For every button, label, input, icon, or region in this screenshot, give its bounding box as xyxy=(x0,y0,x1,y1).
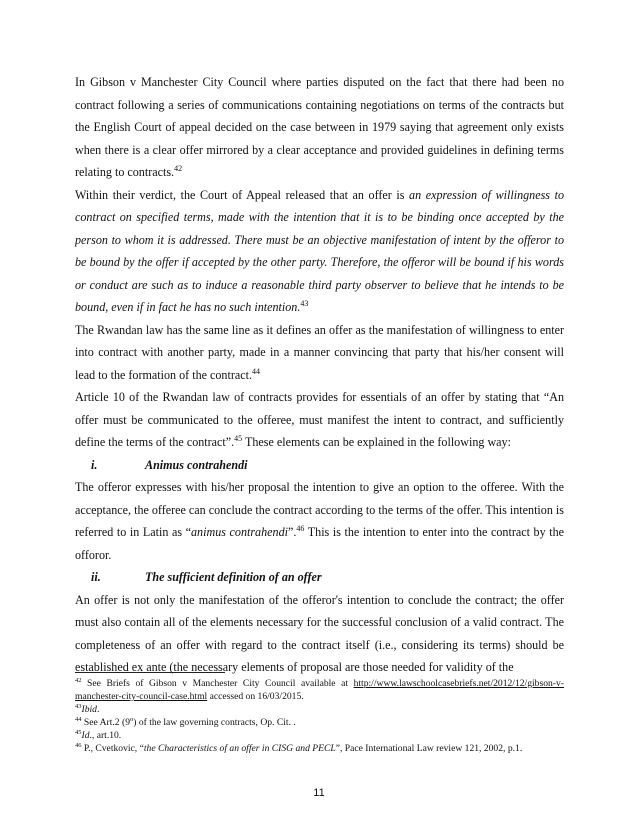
paragraph-gibson: In Gibson v Manchester City Council where parties disputed on the fact that there had been no contract following a series of communications containing negotiations on terms of the contracts but the English Court of appeal decided on the case between in 1979 saying that agreement only exists when there is a clear offer mirrored by a clear acceptance and provided guidelines in defining terms relating to contracts.$^{42}$ xyxy=(75,75,564,179)
section-heading-animus xyxy=(75,454,564,477)
heading-number: ii. xyxy=(91,570,101,584)
page-number: 11 xyxy=(313,787,325,799)
heading-title: The sufficient definition of an offer xyxy=(145,570,322,584)
paragraph-animus-contrahendi: The offeror expresses with his/her proposal the intention to give an option to the offeree. With the acceptance, the offeree can conclude the contract according to the terms of the offer. This intention is referred to in Latin as “animus contrahendi”.$^{46}$ This is the intention to enter into the contract by the offoror. xyxy=(75,480,564,562)
paragraph-article-10: Article 10 of the Rwandan law of contracts provides for essentials of an offer by stating that “An offer must be communicated to the offeree, must manifest the intent to contract, and sufficiently define the terms of the contract”.$^{45}$ These elements can be explained in the following way: xyxy=(75,390,564,449)
heading-title: Animus contrahendi xyxy=(145,457,248,472)
footnote-ref-42[interactable]: 42 xyxy=(174,163,183,173)
footnote-divider xyxy=(75,672,225,673)
footnote-ref-43[interactable]: 43 xyxy=(300,298,309,308)
footnote-ref-44[interactable]: 44 xyxy=(251,366,260,376)
paragraph-rwandan-law: The Rwandan law has the same line as it defines an offer as the manifestation of willingness to enter into contract with another party, made in a manner convincing that party that his/her consent will lead to the formation of the contract.$^{44}$ xyxy=(75,322,564,382)
body-text xyxy=(75,71,564,679)
paragraph-sufficient-definition: An offer is not only the manifestation of the offeror's intention to conclude the contract; the offer must also contain all of the elements necessary for the successful conclusion of a valid contract. The completeness of an offer with regard to the contract itself (i.e., considering its terms) should be established ex ante (the necessary elements of proposal are those needed for validity of the xyxy=(75,592,564,674)
footnote-46: $^{46}$ P., Cvetkovic, “the Characteristics of an offer in CISG and PECL”, Pace International Law review 121, 2002, p.1. xyxy=(75,741,523,754)
footnote-42: $^{42}$ See Briefs of Gibson v Manchester City Council available at http://www.lawschoolcasebriefs.net/2012/12/gibson-v-manchester-city-council-case.html accessed on 16/03/2015. xyxy=(75,676,564,702)
paragraph-court-of-appeal: Within their verdict, the Court of Appeal released that an offer is an expression of willingness to contract on specified terms, made with the intention that it is to be binding once accepted by the person to whom it is addressed. There must be an objective manifestation of intent by the offeror to be bound by the offer if accepted by the other party. Therefore, the offeror will be bound if his words or conduct are such as to induce a reasonable third party observer to believe that he intends to be bound, even if in fact he has no such intention.$^{43}$ xyxy=(75,187,564,314)
footnote-43: $^{43}$Ibid. xyxy=(75,702,100,715)
footnote-45: $^{45}$Id., art.10. xyxy=(75,728,122,741)
section-heading-sufficient-definition xyxy=(75,566,564,589)
offer-definition-quote: an expression of willingness to contract on specified terms, made with the intention that it is to be binding once accepted by the person to whom it is addressed. There must be an objective manifestation of intent by the offeror to be bound by the offer if accepted by the other party. Therefore, the offeror will be bound if his words or conduct are such as to induce a reasonable third party observer to believe that he intends to be bound, even if in fact he has no such intention. xyxy=(75,187,564,314)
footnotes xyxy=(75,677,564,755)
footnote-link[interactable]: http://www.lawschoolcasebriefs.net/2012/12/gibson-v-manchester-city-council-case.html xyxy=(75,678,564,702)
footnote-ref-45[interactable]: 45 xyxy=(234,433,243,443)
heading-number: i. xyxy=(91,457,98,472)
footnote-ref-46[interactable]: 46 xyxy=(296,523,305,533)
footnote-44: $^{44}$ See Art.2 (9$^o$) of the law governing contracts, Op. Cit. . xyxy=(75,715,296,728)
